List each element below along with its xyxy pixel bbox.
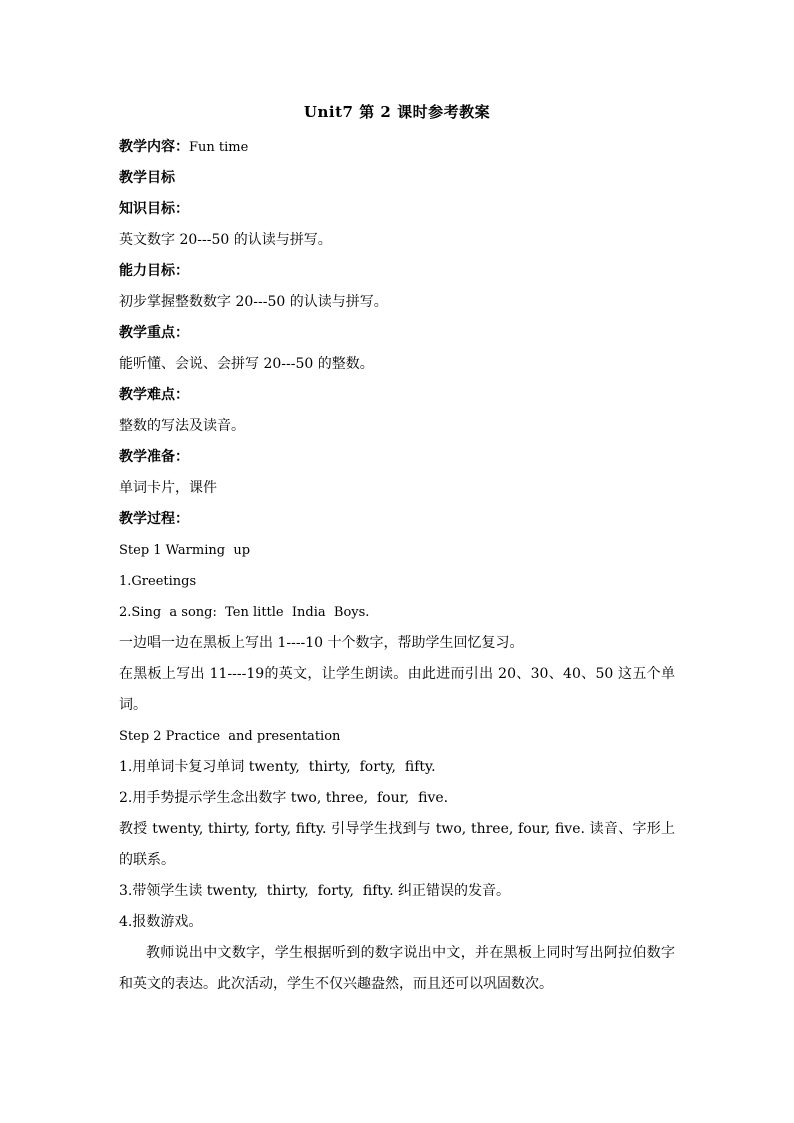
line-knowledge-goal-heading: 知识目标： xyxy=(119,201,189,217)
line-step1-heading: Step 1 Warming up xyxy=(119,543,251,558)
line-ability-goal-heading: 能力目标： xyxy=(119,263,189,279)
content-label: 教学内容： xyxy=(119,139,189,155)
line-step2-item4: 4.报数游戏。 xyxy=(119,914,203,930)
content-value: Fun time xyxy=(189,140,249,155)
line-knowledge-goal: 英文数字 20---50 的认读与拼写。 xyxy=(119,232,332,248)
document-body xyxy=(119,132,675,1000)
line-ability-goal: 初步掌握整数数字 20---50 的认读与拼写。 xyxy=(119,294,388,310)
line-step2-heading: Step 2 Practice and presentation xyxy=(119,729,341,744)
line-preparation: 单词卡片，课件 xyxy=(119,480,217,496)
lines-block-1 xyxy=(119,163,675,659)
line-step2-item1: 1.用单词卡复习单词 twenty, thirty, forty, fifty. xyxy=(119,759,436,775)
line-difficulties-heading: 教学难点： xyxy=(119,387,189,403)
document-title: Unit7 第 2 课时参考教案 xyxy=(303,103,491,121)
line-preparation-heading: 教学准备： xyxy=(119,449,189,465)
line-step1-item1: 1.Greetings xyxy=(119,574,197,589)
lines-block-3 xyxy=(119,876,675,938)
lines-block-2 xyxy=(119,721,675,814)
paragraph-game-description: 教师说出中文数字，学生根据听到的数字说出中文，并在黑板上同时写出阿拉伯数字和英文的表达。此次活动，学生不仅兴趣盎然，而且还可以巩固数次。 xyxy=(119,945,675,992)
line-step2-item2: 2.用手势提示学生念出数字 two, three, four, five. xyxy=(119,790,449,806)
line-difficulties: 整数的写法及读音。 xyxy=(119,418,245,434)
paragraph-step1-note2: 在黑板上写出 11----19的英文，让学生朗读。由此进而引出 20、30、40、50 这五个单词。 xyxy=(119,666,675,713)
line-step2-item3: 3.带领学生读 twenty, thirty, forty, fifty. 纠正错误的发音。 xyxy=(119,883,511,899)
line-key-points-heading: 教学重点： xyxy=(119,325,189,341)
paragraph-step2-teach: 教授 twenty, thirty, forty, fifty. 引导学生找到与 two, three, four, five. 读音、字形上的联系。 xyxy=(119,821,675,868)
content-line xyxy=(119,132,675,163)
line-goals-heading: 教学目标 xyxy=(119,170,175,186)
line-step1-note1: 一边唱一边在黑板上写出 1----10 十个数字，帮助学生回忆复习。 xyxy=(119,635,524,651)
line-step1-item2: 2.Sing a song: Ten little India Boys. xyxy=(119,605,370,620)
line-key-points: 能听懂、会说、会拼写 20---50 的整数。 xyxy=(119,356,374,372)
line-process-heading: 教学过程： xyxy=(119,511,189,527)
